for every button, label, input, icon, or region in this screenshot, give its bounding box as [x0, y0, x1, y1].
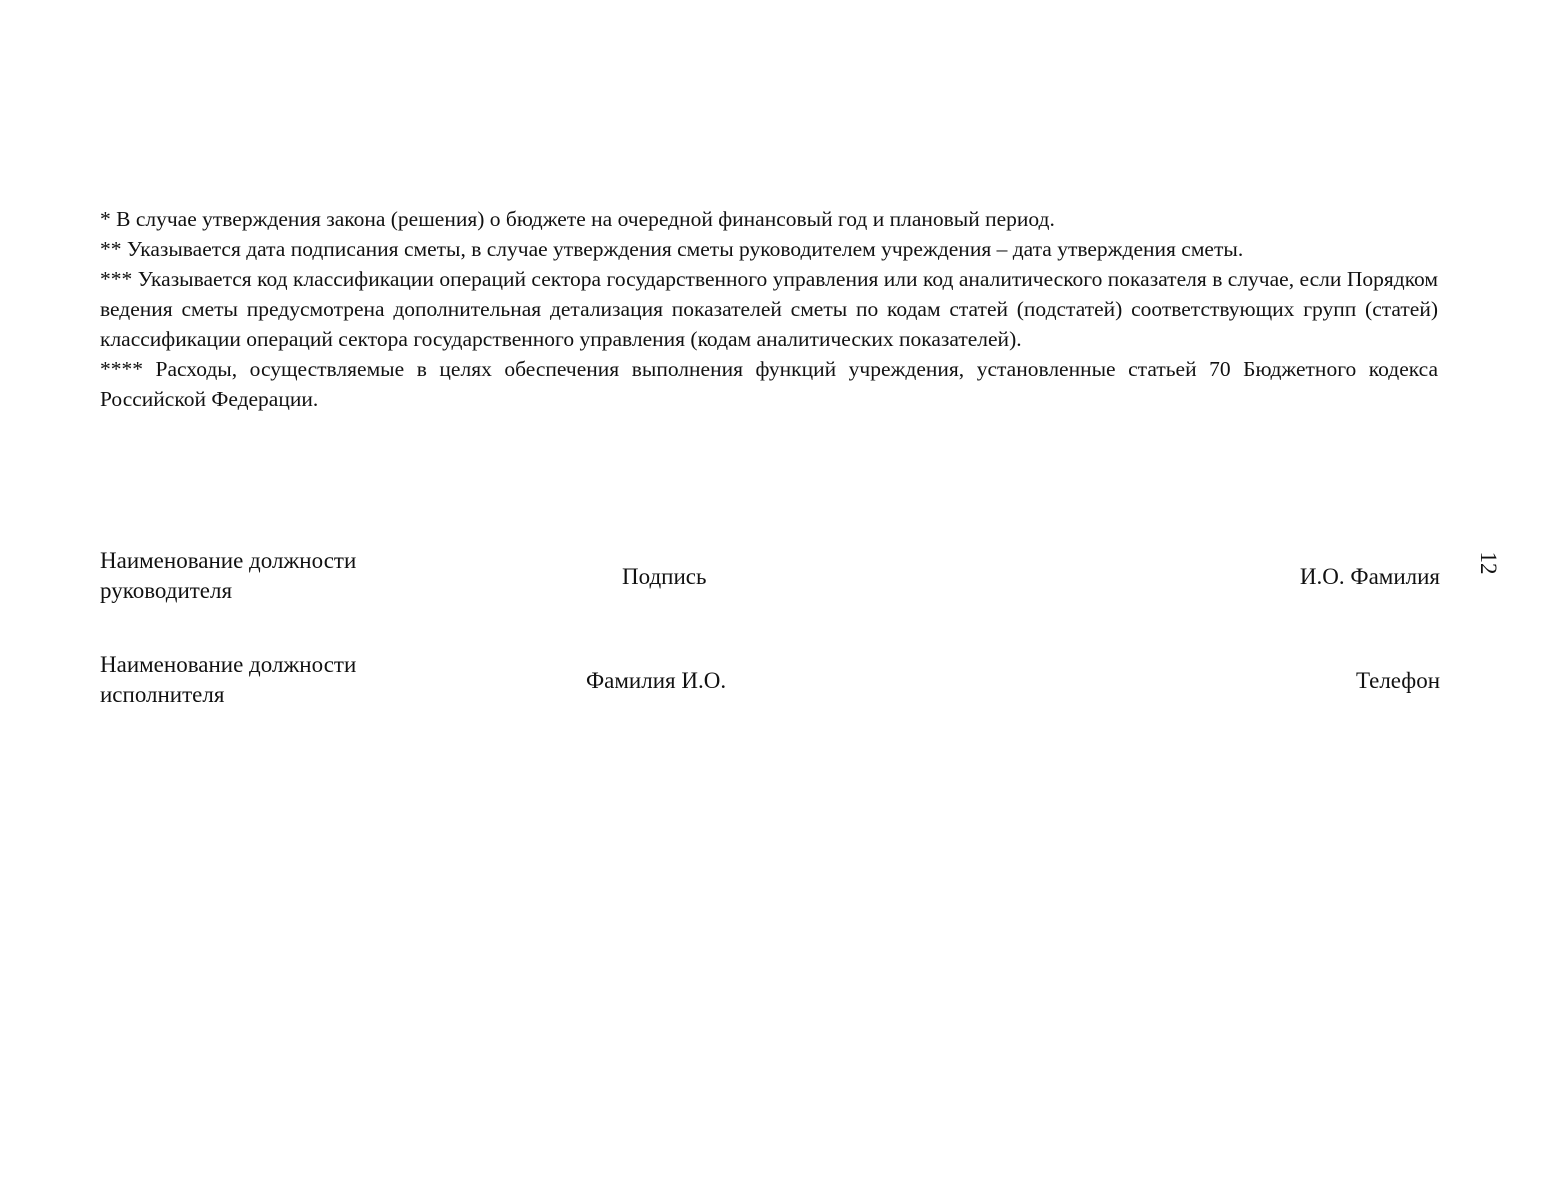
executor-position-title — [100, 650, 460, 710]
executor-phone-label: Телефон — [1355, 668, 1440, 693]
footnotes-block — [100, 204, 1438, 414]
footnote-2: ** Указывается дата подписания сметы, в случае утверждения сметы руководителем учреждения – дата утверждения сметы. — [100, 237, 1244, 261]
executor-name-label: Фамилия И.О. — [586, 668, 727, 693]
head-position-line2: руководителя — [100, 578, 233, 603]
executor-position-line2: исполнителя — [100, 682, 225, 707]
executor-position-line1: Наименование должности — [100, 652, 357, 677]
page-number: 12 — [1476, 551, 1501, 575]
footnote-4: **** Расходы, осуществляемые в целях обеспечения выполнения функций учреждения, установленные статьей 70 Бюджетного кодекса Российской Федерации. — [100, 357, 1438, 411]
head-name-label: И.О. Фамилия — [1299, 564, 1440, 589]
head-position-title — [100, 546, 460, 606]
head-position-line1: Наименование должности — [100, 548, 357, 573]
footnote-3: *** Указывается код классификации операций сектора государственного управления или код аналитического показателя в случае, если Порядком ведения сметы предусмотрена дополнительная детализация показателей сметы по кодам статей (подстатей) соответствующих групп (статей) классификации операций сектора государственного управления (кодам аналитических показателей). — [100, 267, 1438, 351]
head-signature-label: Подпись — [622, 564, 707, 589]
footnote-1: * В случае утверждения закона (решения) о бюджете на очередной финансовый год и плановый период. — [100, 207, 1055, 231]
